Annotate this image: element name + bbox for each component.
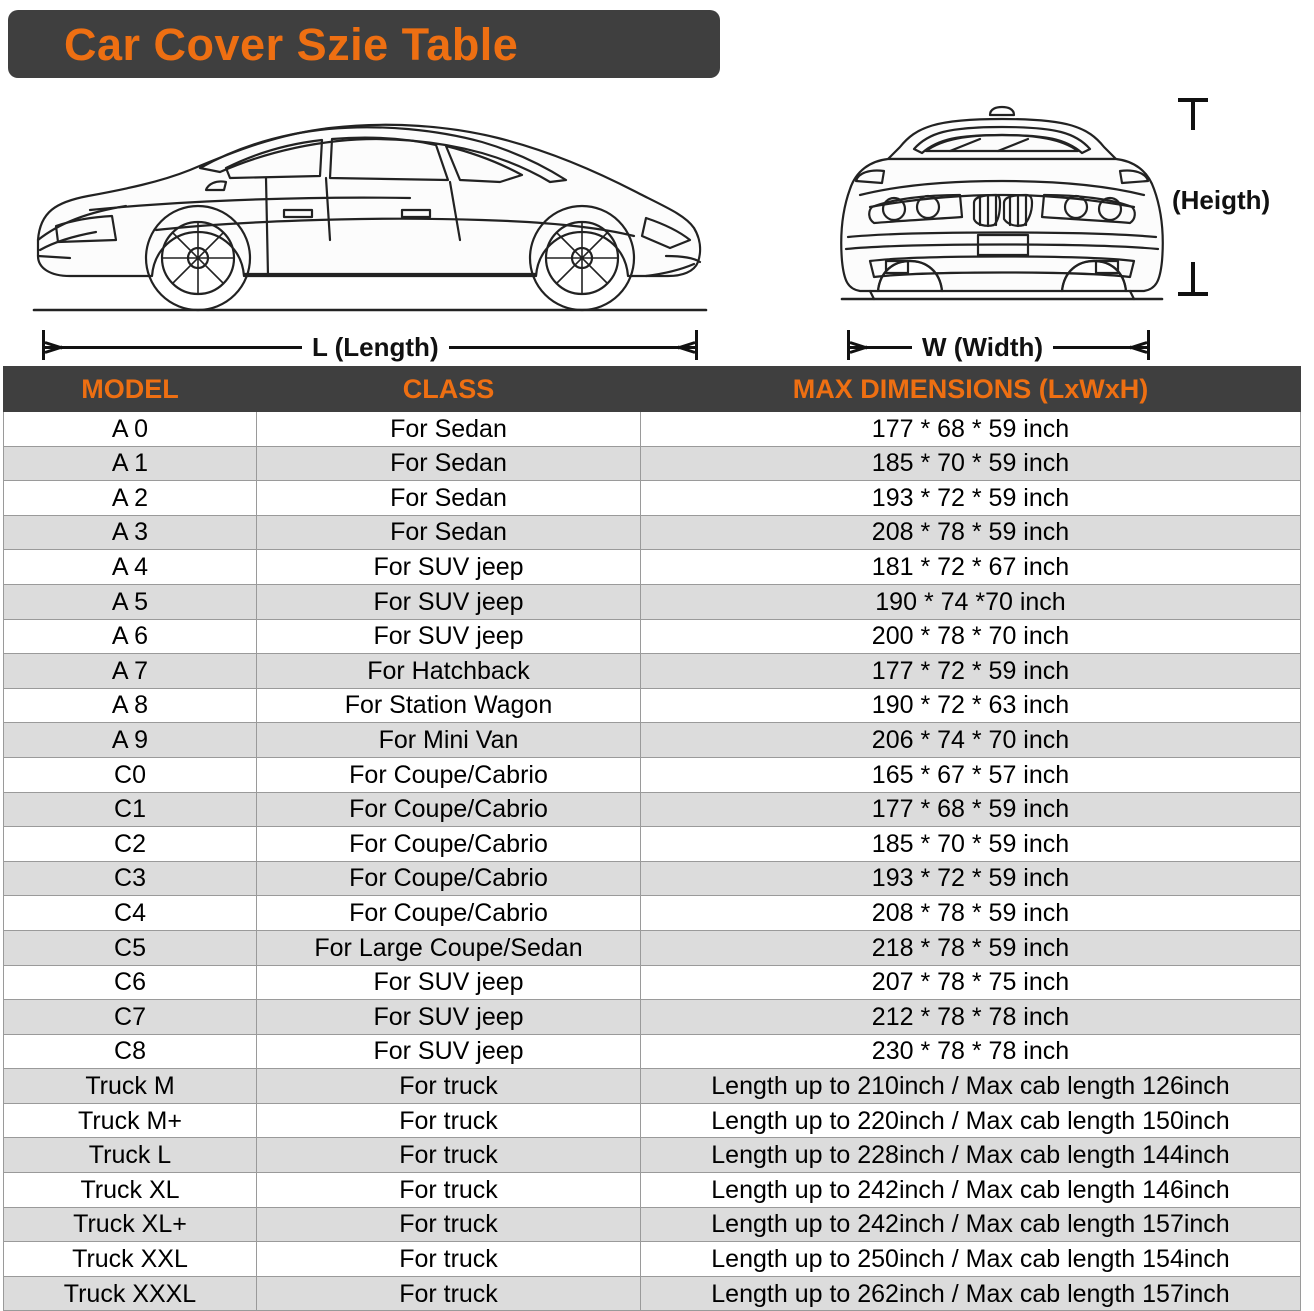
cell-model: Truck XXL bbox=[4, 1242, 257, 1277]
cell-dimensions: Length up to 210inch / Max cab length 126inch bbox=[641, 1069, 1301, 1104]
table-row bbox=[4, 412, 1301, 447]
cell-class: For Coupe/Cabrio bbox=[257, 757, 641, 792]
cell-class: For Coupe/Cabrio bbox=[257, 861, 641, 896]
cell-class: For truck bbox=[257, 1207, 641, 1242]
cell-dimensions: Length up to 262inch / Max cab length 157inch bbox=[641, 1276, 1301, 1311]
cell-class: For Coupe/Cabrio bbox=[257, 792, 641, 827]
header-model: MODEL bbox=[4, 367, 257, 412]
cell-model: A 6 bbox=[4, 619, 257, 654]
cell-dimensions: Length up to 228inch / Max cab length 144inch bbox=[641, 1138, 1301, 1173]
cell-model: Truck M bbox=[4, 1069, 257, 1104]
table-row bbox=[4, 550, 1301, 585]
table-row bbox=[4, 757, 1301, 792]
cell-dimensions: 208 * 78 * 59 inch bbox=[641, 515, 1301, 550]
cell-model: A 2 bbox=[4, 481, 257, 516]
cell-model: A 5 bbox=[4, 584, 257, 619]
cell-model: C4 bbox=[4, 896, 257, 931]
table-row bbox=[4, 1173, 1301, 1208]
cell-dimensions: 230 * 78 * 78 inch bbox=[641, 1034, 1301, 1069]
height-top-stem bbox=[1191, 98, 1195, 130]
cell-class: For Sedan bbox=[257, 412, 641, 447]
length-right-tick bbox=[695, 330, 698, 360]
sedan-side-view-icon bbox=[30, 90, 710, 325]
cell-model: C8 bbox=[4, 1034, 257, 1069]
cell-class: For Coupe/Cabrio bbox=[257, 896, 641, 931]
cell-model: Truck XL bbox=[4, 1173, 257, 1208]
cell-class: For Large Coupe/Sedan bbox=[257, 930, 641, 965]
table-row bbox=[4, 1103, 1301, 1138]
cell-class: For Sedan bbox=[257, 446, 641, 481]
cell-model: A 0 bbox=[4, 412, 257, 447]
width-label: W (Width) bbox=[912, 332, 1053, 363]
table-row bbox=[4, 896, 1301, 931]
cell-dimensions: 207 * 78 * 75 inch bbox=[641, 965, 1301, 1000]
cell-class: For truck bbox=[257, 1069, 641, 1104]
cell-dimensions: 177 * 68 * 59 inch bbox=[641, 412, 1301, 447]
cell-model: Truck M+ bbox=[4, 1103, 257, 1138]
cell-dimensions: 218 * 78 * 59 inch bbox=[641, 930, 1301, 965]
cell-model: Truck L bbox=[4, 1138, 257, 1173]
cell-model: A 8 bbox=[4, 688, 257, 723]
cell-dimensions: 177 * 72 * 59 inch bbox=[641, 654, 1301, 689]
cell-class: For Mini Van bbox=[257, 723, 641, 758]
cell-dimensions: 212 * 78 * 78 inch bbox=[641, 1000, 1301, 1035]
cell-class: For SUV jeep bbox=[257, 965, 641, 1000]
cell-model: C0 bbox=[4, 757, 257, 792]
cell-model: C1 bbox=[4, 792, 257, 827]
table-row bbox=[4, 965, 1301, 1000]
sedan-front-view-icon bbox=[830, 85, 1175, 325]
title-banner bbox=[8, 10, 720, 78]
cell-class: For truck bbox=[257, 1173, 641, 1208]
cell-class: For truck bbox=[257, 1276, 641, 1311]
table-row bbox=[4, 688, 1301, 723]
length-left-tick bbox=[42, 330, 45, 360]
cell-model: A 7 bbox=[4, 654, 257, 689]
table-row bbox=[4, 654, 1301, 689]
cell-class: For Sedan bbox=[257, 481, 641, 516]
cell-dimensions: Length up to 250inch / Max cab length 154inch bbox=[641, 1242, 1301, 1277]
cell-class: For Station Wagon bbox=[257, 688, 641, 723]
cell-class: For Coupe/Cabrio bbox=[257, 827, 641, 862]
cell-model: A 4 bbox=[4, 550, 257, 585]
cell-model: A 9 bbox=[4, 723, 257, 758]
cell-dimensions: 185 * 70 * 59 inch bbox=[641, 446, 1301, 481]
cell-dimensions: 200 * 78 * 70 inch bbox=[641, 619, 1301, 654]
header-max-dimensions: MAX DIMENSIONS (LxWxH) bbox=[641, 367, 1301, 412]
cell-model: A 3 bbox=[4, 515, 257, 550]
cell-class: For truck bbox=[257, 1242, 641, 1277]
cell-dimensions: 190 * 74 *70 inch bbox=[641, 584, 1301, 619]
table-body bbox=[4, 412, 1301, 1311]
cell-class: For SUV jeep bbox=[257, 1034, 641, 1069]
cell-class: For SUV jeep bbox=[257, 1000, 641, 1035]
cell-dimensions: Length up to 242inch / Max cab length 157inch bbox=[641, 1207, 1301, 1242]
illustration-area bbox=[0, 80, 1314, 362]
cell-model: C5 bbox=[4, 930, 257, 965]
cell-dimensions: 181 * 72 * 67 inch bbox=[641, 550, 1301, 585]
table-row bbox=[4, 1034, 1301, 1069]
length-label: L (Length) bbox=[302, 332, 449, 363]
table-row bbox=[4, 619, 1301, 654]
cell-model: A 1 bbox=[4, 446, 257, 481]
cell-dimensions: 193 * 72 * 59 inch bbox=[641, 861, 1301, 896]
table-header-row bbox=[4, 367, 1301, 412]
table-row bbox=[4, 1138, 1301, 1173]
cell-dimensions: 206 * 74 * 70 inch bbox=[641, 723, 1301, 758]
table-row bbox=[4, 584, 1301, 619]
cell-model: C6 bbox=[4, 965, 257, 1000]
header-class: CLASS bbox=[257, 367, 641, 412]
table-row bbox=[4, 1207, 1301, 1242]
width-left-tick bbox=[847, 330, 850, 360]
table-row bbox=[4, 792, 1301, 827]
cell-dimensions: 177 * 68 * 59 inch bbox=[641, 792, 1301, 827]
cell-dimensions: 193 * 72 * 59 inch bbox=[641, 481, 1301, 516]
table-row bbox=[4, 1242, 1301, 1277]
cell-dimensions: Length up to 220inch / Max cab length 150inch bbox=[641, 1103, 1301, 1138]
cell-class: For SUV jeep bbox=[257, 619, 641, 654]
table-row bbox=[4, 723, 1301, 758]
cell-class: For SUV jeep bbox=[257, 584, 641, 619]
cell-dimensions: Length up to 242inch / Max cab length 146inch bbox=[641, 1173, 1301, 1208]
cell-class: For truck bbox=[257, 1103, 641, 1138]
page-title: Car Cover Szie Table bbox=[64, 18, 519, 70]
table-row bbox=[4, 1069, 1301, 1104]
cell-dimensions: 185 * 70 * 59 inch bbox=[641, 827, 1301, 862]
cell-class: For SUV jeep bbox=[257, 550, 641, 585]
table-row bbox=[4, 481, 1301, 516]
cell-model: Truck XL+ bbox=[4, 1207, 257, 1242]
size-table-container bbox=[0, 366, 1314, 1311]
cell-dimensions: 165 * 67 * 57 inch bbox=[641, 757, 1301, 792]
table-header bbox=[4, 367, 1301, 412]
width-right-tick bbox=[1147, 330, 1150, 360]
table-row bbox=[4, 827, 1301, 862]
table-row bbox=[4, 1000, 1301, 1035]
cell-dimensions: 190 * 72 * 63 inch bbox=[641, 688, 1301, 723]
cell-class: For truck bbox=[257, 1138, 641, 1173]
cell-class: For Hatchback bbox=[257, 654, 641, 689]
table-row bbox=[4, 1276, 1301, 1311]
cell-model: Truck XXXL bbox=[4, 1276, 257, 1311]
car-cover-size-table bbox=[3, 366, 1301, 1311]
cell-model: C3 bbox=[4, 861, 257, 896]
table-row bbox=[4, 446, 1301, 481]
cell-dimensions: 208 * 78 * 59 inch bbox=[641, 896, 1301, 931]
cell-model: C7 bbox=[4, 1000, 257, 1035]
height-bottom-stem bbox=[1191, 262, 1195, 294]
table-row bbox=[4, 861, 1301, 896]
cell-class: For Sedan bbox=[257, 515, 641, 550]
cell-model: C2 bbox=[4, 827, 257, 862]
table-row bbox=[4, 515, 1301, 550]
height-label: (Heigth) bbox=[1172, 185, 1271, 215]
table-row bbox=[4, 930, 1301, 965]
